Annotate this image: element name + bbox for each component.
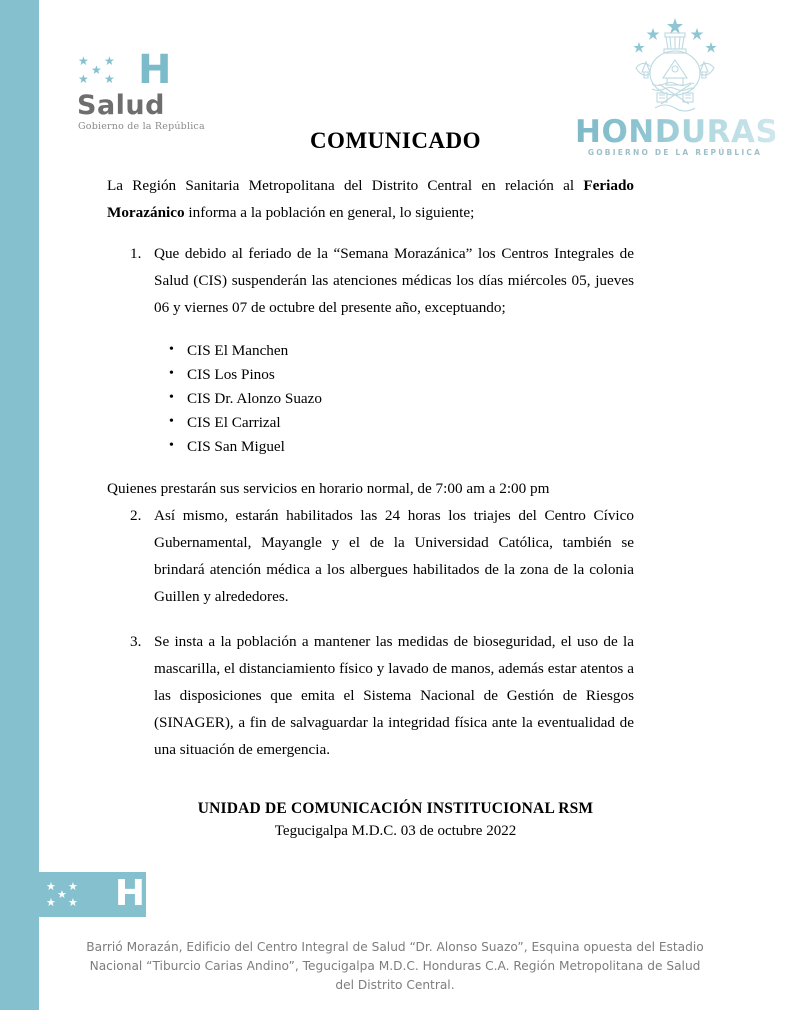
list-item-text: CIS Dr. Alonzo Suazo bbox=[187, 390, 322, 407]
star-icon: ★ bbox=[46, 896, 56, 909]
list-item bbox=[107, 240, 634, 321]
bullet-icon: • bbox=[169, 366, 174, 381]
list-item bbox=[169, 363, 634, 387]
salud-stars-icon bbox=[76, 55, 138, 85]
intro-text-part1: La Región Sanitaria Metropolitana del Distrito Central en relación al bbox=[107, 177, 584, 194]
list-item bbox=[169, 387, 634, 411]
list-item-text: CIS El Manchen bbox=[187, 342, 289, 359]
list-item-text: CIS San Miguel bbox=[187, 438, 285, 455]
bullet-icon: • bbox=[169, 390, 174, 405]
intro-text-bold: Feriado Morazánico bbox=[107, 177, 634, 221]
document-body bbox=[107, 172, 634, 781]
star-icon: ★ bbox=[91, 63, 102, 77]
footer-h-letter: H bbox=[114, 873, 144, 914]
star-icon: ★ bbox=[68, 880, 78, 893]
signature-unit: UNIDAD DE COMUNICACIÓN INSTITUCIONAL RSM bbox=[197, 800, 594, 817]
salud-wordmark: Salud bbox=[77, 90, 165, 121]
cis-bullet-list bbox=[107, 339, 634, 459]
footer-brand-logo bbox=[44, 873, 144, 914]
star-icon: ★ bbox=[57, 888, 67, 901]
honduras-subtitle: GOBIERNO DE LA REPÚBLICA bbox=[587, 148, 763, 157]
list-item-number: 2. bbox=[130, 507, 142, 524]
star-icon: ★ bbox=[104, 72, 115, 86]
bullet-icon: • bbox=[169, 438, 174, 453]
list-item bbox=[169, 411, 634, 435]
coat-of-arms-icon bbox=[621, 16, 729, 116]
list-item bbox=[107, 628, 634, 763]
list-item-text: CIS El Carrizal bbox=[187, 414, 281, 431]
salud-logo-mark bbox=[76, 47, 186, 93]
numbered-list-continued bbox=[107, 502, 634, 763]
bullet-icon: • bbox=[169, 414, 174, 429]
star-icon: ★ bbox=[104, 54, 115, 68]
signature-place-date: Tegucigalpa M.D.C. 03 de octubre 2022 bbox=[274, 823, 517, 839]
star-icon: ★ bbox=[78, 72, 89, 86]
salud-subtitle: Gobierno de la República bbox=[78, 121, 205, 132]
salud-logo bbox=[76, 47, 226, 132]
list-item-text: Se insta a la población a mantener las medidas de bioseguridad, el uso de la mascarilla, el distanciamiento físico y lavado de manos, además estar atentos a las disposiciones que emita el Sistema Nacional de Gestión de Riesgos (SINAGER), a fin de salvaguardar la integridad física ante la eventualidad de una situación de emergencia. bbox=[154, 633, 634, 758]
star-icon: ★ bbox=[46, 880, 56, 893]
list-item bbox=[107, 502, 634, 610]
list-item-text: Así mismo, estarán habilitados las 24 horas los triajes del Centro Cívico Gubernamental, Mayangle y el de la Universidad Católica, también se brindará atención médica a los albergues habilitados de la zona de la colonia Guillen y alrededores. bbox=[154, 507, 634, 605]
list-item-text: CIS Los Pinos bbox=[187, 366, 275, 383]
intro-text-part2: informa a la población en general, lo siguiente; bbox=[184, 204, 475, 221]
schedule-note: Quienes prestarán sus servicios en horario normal, de 7:00 am a 2:00 pm bbox=[107, 480, 550, 497]
footer-address: Barrió Morazán, Edificio del Centro Integral de Salud “Dr. Alonso Suazo”, Esquina opuesta del Estadio Nacional “Tiburcio Carias Andino”, Tegucigalpa M.D.C. Honduras C.A. Región Metropolitana de Salud del Distrito Central. bbox=[86, 940, 704, 992]
bullet-icon: • bbox=[169, 342, 174, 357]
star-icon: ★ bbox=[68, 896, 78, 909]
salud-h-letter: H bbox=[138, 47, 170, 93]
list-item-number: 3. bbox=[130, 633, 142, 650]
list-item bbox=[169, 339, 634, 363]
signature-block bbox=[0, 798, 791, 842]
list-item bbox=[169, 435, 634, 459]
numbered-list bbox=[107, 240, 634, 321]
star-icon: ★ bbox=[78, 54, 89, 68]
list-item-number: 1. bbox=[130, 245, 142, 262]
footer-stars-icon bbox=[44, 881, 100, 909]
page-title: COMUNICADO bbox=[309, 128, 482, 153]
honduras-wordmark: HONDURAS bbox=[575, 114, 779, 150]
intro-paragraph bbox=[107, 172, 634, 226]
list-item-text: Que debido al feriado de la “Semana Morazánica” los Centros Integrales de Salud (CIS) suspenderán las atenciones médicas los días miércoles 05, jueves 06 y viernes 07 de octubre del presente año, exceptuando; bbox=[154, 245, 634, 316]
